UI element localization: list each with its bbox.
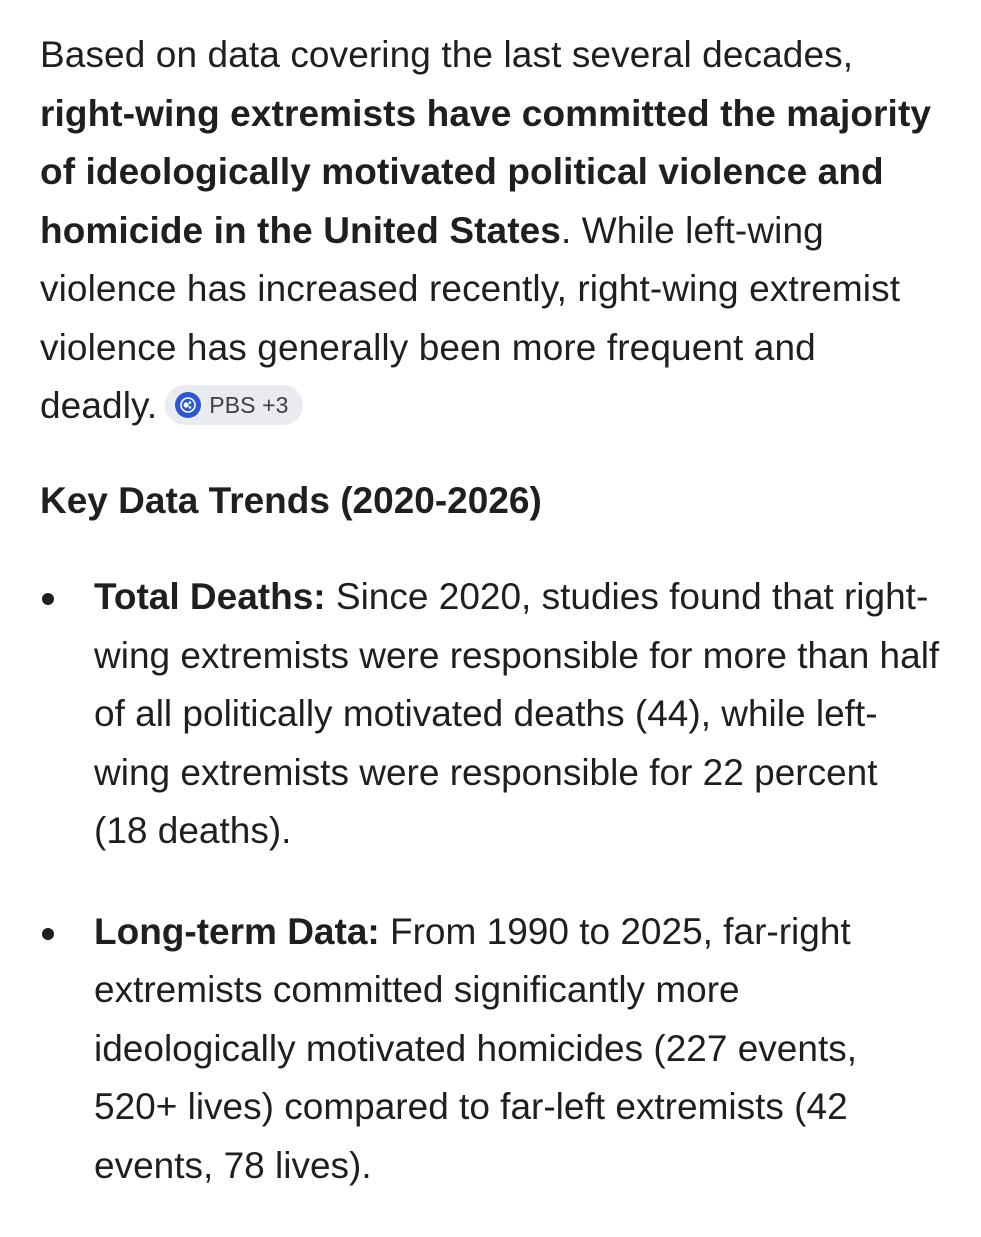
source-citation-chip[interactable] bbox=[165, 385, 302, 425]
bullet-dot-icon bbox=[42, 593, 54, 605]
bullet-title: Total Deaths: bbox=[94, 576, 326, 617]
trend-list bbox=[40, 568, 940, 1237]
pbs-logo-icon bbox=[175, 392, 201, 418]
answer-intro-continuation: . While left-wing violence has increased recently, right-wing extremist violence has generally been more frequent and deadly. bbox=[40, 209, 901, 426]
bullet-text: Since 2020, studies found that right-wing extremists were responsible for more than half of all politically motivated deaths (44), while left-wing extremists were responsible for 22 percent (18 deaths). bbox=[94, 576, 940, 851]
bullet-title: Long-term Data: bbox=[94, 910, 380, 952]
answer-intro-text: Based on data covering the last several decades, bbox=[40, 34, 854, 75]
section-heading: Key Data Trends (2020-2026) bbox=[40, 480, 542, 521]
answer-paragraph bbox=[40, 26, 941, 436]
bullet-dot-icon bbox=[42, 928, 54, 940]
list-item bbox=[40, 568, 940, 861]
bullet-text: From 1990 to 2025, far-right extremists committed significantly more ideologically motivated homicides (227 events, 520+ lives) compared to far-left extremists (42 events, 78 lives). bbox=[94, 910, 858, 1186]
answer-bold-claim: right-wing extremists have committed the majority of ideologically motivated political violence and homicide in the United States bbox=[40, 92, 932, 251]
source-chip-label: PBS +3 bbox=[209, 391, 289, 418]
list-item bbox=[40, 903, 940, 1196]
